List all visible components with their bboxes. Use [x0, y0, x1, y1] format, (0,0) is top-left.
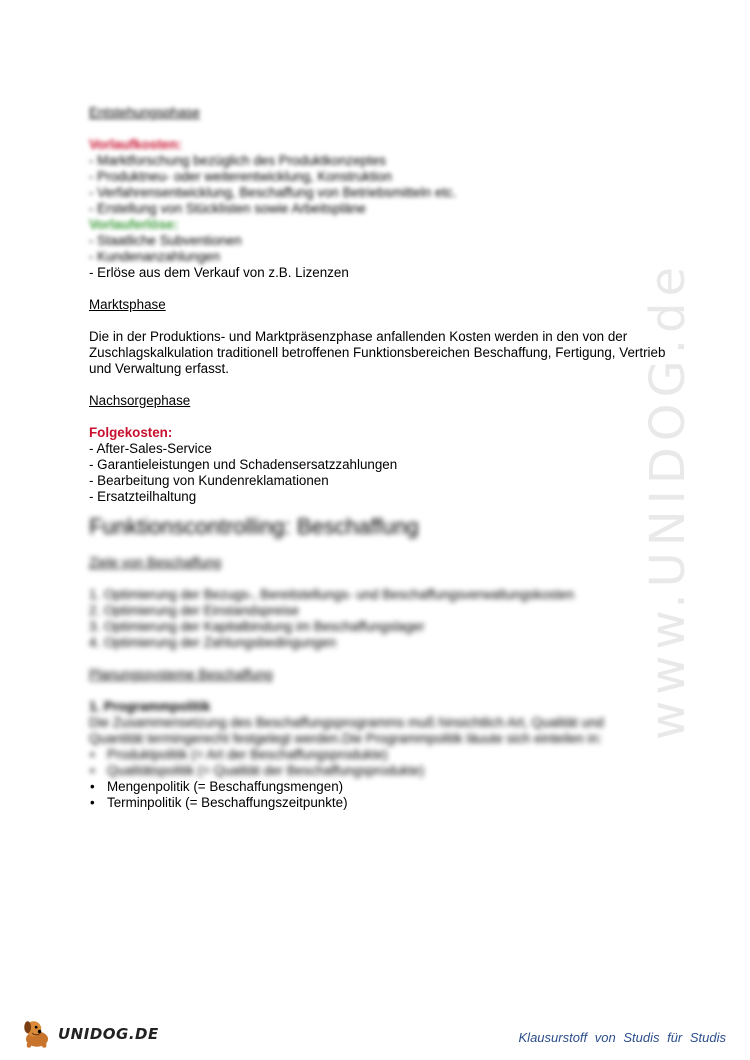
footer-logo[interactable]: [20, 1014, 159, 1054]
footer-slogan: Klausurstoff von Studis für Studis: [518, 1030, 726, 1045]
list-item: - Marktforschung bezüglich des Produktkonzeptes: [89, 153, 386, 168]
list-item: - Bearbeitung von Kundenreklamationen: [89, 473, 329, 488]
list-item: - Erstellung von Stücklisten sowie Arbeitspläne: [89, 201, 366, 216]
list-item: - Produktneu- oder weiterentwicklung, Konstruktion: [89, 169, 392, 184]
list-item: 4. Optimierung der Zahlungsbedingungen: [89, 635, 337, 650]
folgekosten-label: Folgekosten:: [89, 425, 173, 440]
bullet-item: • Qualitätspolitik (= Qualität der Beschaffungsprodukte): [107, 763, 669, 779]
list-item: - Kundenanzahlungen: [89, 249, 221, 264]
vorlaufkosten-label: Vorlaufkosten:: [89, 137, 182, 152]
dog-icon: [20, 1017, 54, 1051]
section-title: Funktionscontrolling: Beschaffung: [89, 514, 419, 539]
programm-text: Die Zusammensetzung des Beschaffungsprogramms muß hinsichtlich Art, Qualität und: [89, 715, 604, 730]
entstehung-heading: Entstehungsphase: [89, 105, 200, 120]
list-item: 1. Optimierung der Bezugs-, Bereitstellungs- und Beschaffungsverwaltungskosten: [89, 587, 575, 602]
list-item: - Ersatzteilhaltung: [89, 489, 197, 504]
list-item: - Garantieleistungen und Schadensersatzzahlungen: [89, 457, 398, 472]
bullet-item: • Produktpolitik (= Art der Beschaffungsprodukte): [107, 747, 669, 763]
programm-heading: 1. Programmpolitik: [89, 699, 211, 714]
planung-heading: Planungssysteme Beschaffung: [89, 667, 273, 682]
ziele-heading: Ziele von Beschaffung: [89, 555, 222, 570]
bullet-item: • Terminpolitik (= Beschaffungszeitpunkte): [107, 795, 669, 811]
vorlauferloese-label: Vorlauferlöse:: [89, 217, 179, 232]
watermark: www.UNIDOG.de: [640, 260, 696, 740]
programm-text: Quantität termingerecht festgelegt werden.Die Programmpolitik läuute sich einteilen in:: [89, 731, 602, 746]
markt-paragraph: Die in der Produktions- und Marktpräsenzphase anfallenden Kosten werden in den von der Zuschlagskalkulation traditionell betroffenen Funktionsbereichen Beschaffung, Fertigung, Vertrieb und Verwaltung erfasst.: [89, 329, 666, 376]
markt-heading: Marktsphase: [89, 297, 166, 312]
list-item: 3. Optimierung der Kapitalbindung im Beschaffungslager: [89, 619, 425, 634]
logo-text: UNIDOG.DE: [58, 1025, 159, 1043]
list-item: - Erlöse aus dem Verkauf von z.B. Lizenzen: [89, 265, 349, 280]
bullet-item: • Mengenpolitik (= Beschaffungsmengen): [107, 779, 669, 795]
list-item: - Staatliche Subventionen: [89, 233, 242, 248]
list-item: - Verfahrensentwicklung, Beschaffung von Betriebsmitteln etc.: [89, 185, 457, 200]
page-content: [89, 105, 669, 811]
nachsorge-heading: Nachsorgephase: [89, 393, 191, 408]
list-item: 2. Optimierung der Einstandspreise: [89, 603, 299, 618]
list-item: - After-Sales-Service: [89, 441, 212, 456]
